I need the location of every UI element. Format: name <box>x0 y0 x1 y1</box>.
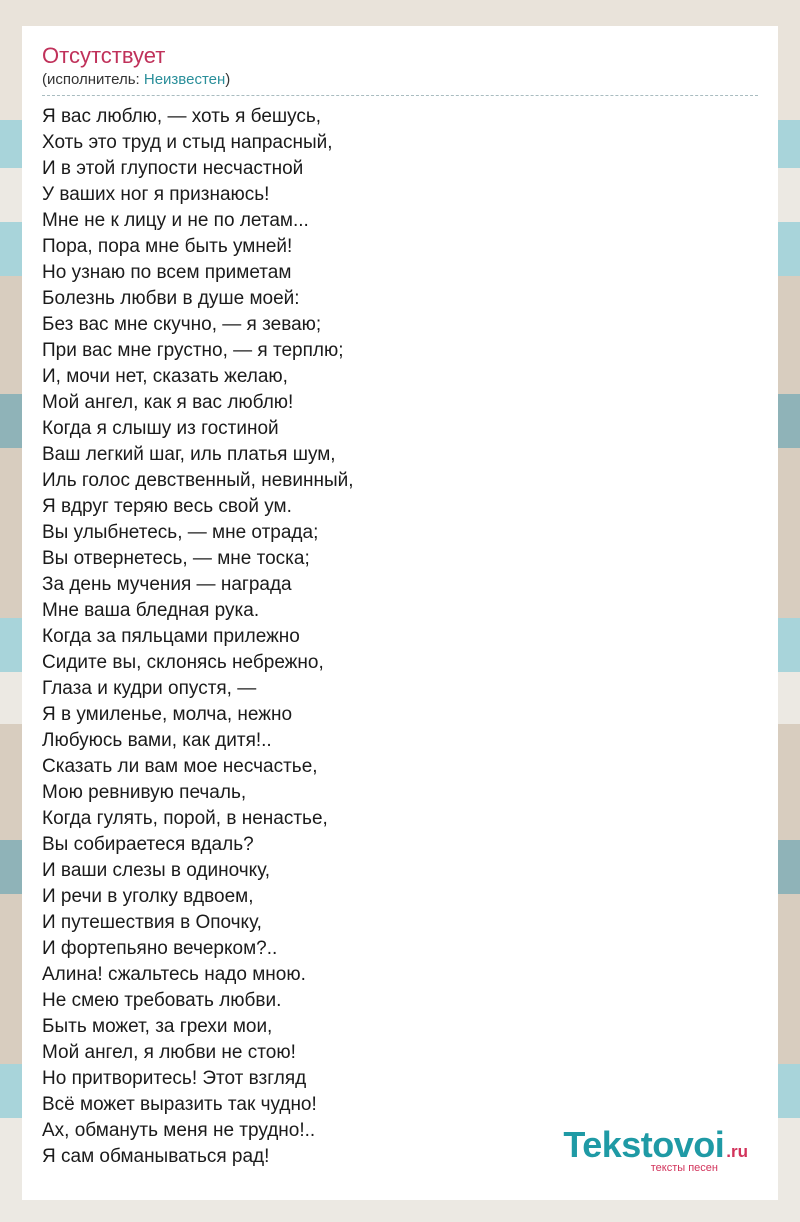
lyric-line: Вы отвернетесь, — мне тоска; <box>42 548 310 569</box>
lyric-line: Глаза и кудри опустя, — <box>42 678 257 699</box>
lyric-line: Иль голос девственный, невинный, <box>42 470 354 491</box>
logo-name: Tekstovoi <box>563 1124 725 1165</box>
lyric-line: Но притворитесь! Этот взгляд <box>42 1068 307 1089</box>
lyric-line: Сидите вы, склонясь небрежно, <box>42 652 324 673</box>
lyric-line: За день мучения — награда <box>42 574 292 595</box>
lyric-line: Болезнь любви в душе моей: <box>42 288 300 309</box>
lyric-line: Всё может выразить так чудно! <box>42 1094 317 1115</box>
performer-link[interactable]: Неизвестен <box>143 71 226 88</box>
lyric-line: Вы собираетеся вдаль? <box>42 834 254 855</box>
lyric-line: Я вдруг теряю весь свой ум. <box>42 496 292 517</box>
lyric-line: Мне ваша бледная рука. <box>42 600 260 621</box>
lyric-line: Пора, пора мне быть умней! <box>42 236 293 257</box>
lyric-line: Мою ревнивую печаль, <box>42 782 247 803</box>
logo-tld: .ru <box>726 1142 748 1161</box>
lyric-line: Я вас люблю, — хоть я бешусь, <box>42 106 322 127</box>
lyric-line: Быть может, за грехи мои, <box>42 1016 273 1037</box>
lyric-line: Мне не к лицу и не по летам... <box>42 210 309 231</box>
lyrics-text <box>42 104 758 1170</box>
logo-tagline: тексты песен <box>650 1162 718 1174</box>
lyric-line: При вас мне грустно, — я терплю; <box>42 340 344 361</box>
lyric-line: И путешествия в Опочку, <box>42 912 262 933</box>
lyric-line: Когда гулять, порой, в ненастье, <box>42 808 328 829</box>
song-title: Отсутствует <box>42 43 166 68</box>
lyric-line: Хоть это труд и стыд напрасный, <box>42 132 333 153</box>
performer-line <box>42 70 758 96</box>
performer-prefix: (исполнитель: <box>42 71 144 88</box>
lyric-line: Когда за пяльцами прилежно <box>42 626 300 647</box>
lyric-line: Ах, обмануть меня не трудно!.. <box>42 1120 316 1141</box>
lyric-line: Алина! сжальтесь надо мною. <box>42 964 306 985</box>
performer-suffix: ) <box>225 71 231 88</box>
lyric-line: Я сам обманываться рад! <box>42 1146 270 1167</box>
lyric-line: Я в умиленье, молча, нежно <box>42 704 293 725</box>
lyrics-sheet <box>22 26 778 1200</box>
lyric-line: Любуюсь вами, как дитя!.. <box>42 730 272 751</box>
lyric-line: Без вас мне скучно, — я зеваю; <box>42 314 322 335</box>
lyric-line: Сказать ли вам мое несчастье, <box>42 756 318 777</box>
lyric-line: Не смею требовать любви. <box>42 990 282 1011</box>
lyric-line: У ваших ног я признаюсь! <box>42 184 270 205</box>
lyric-line: Мой ангел, я любви не стою! <box>42 1042 296 1063</box>
lyric-line: Когда я слышу из гостиной <box>42 418 279 439</box>
lyric-line: И ваши слезы в одиночку, <box>42 860 271 881</box>
lyric-line: Но узнаю по всем приметам <box>42 262 292 283</box>
lyric-line: И, мочи нет, сказать желаю, <box>42 366 288 387</box>
lyric-line: И в этой глупости несчастной <box>42 158 304 179</box>
lyric-line: И фортепьяно вечерком?.. <box>42 938 278 959</box>
lyric-line: И речи в уголку вдвоем, <box>42 886 254 907</box>
lyric-line: Ваш легкий шаг, иль платья шум, <box>42 444 336 465</box>
lyric-line: Мой ангел, как я вас люблю! <box>42 392 294 413</box>
tekstovoi-logo[interactable] <box>563 1124 748 1174</box>
lyric-line: Вы улыбнетесь, — мне отрада; <box>42 522 319 543</box>
